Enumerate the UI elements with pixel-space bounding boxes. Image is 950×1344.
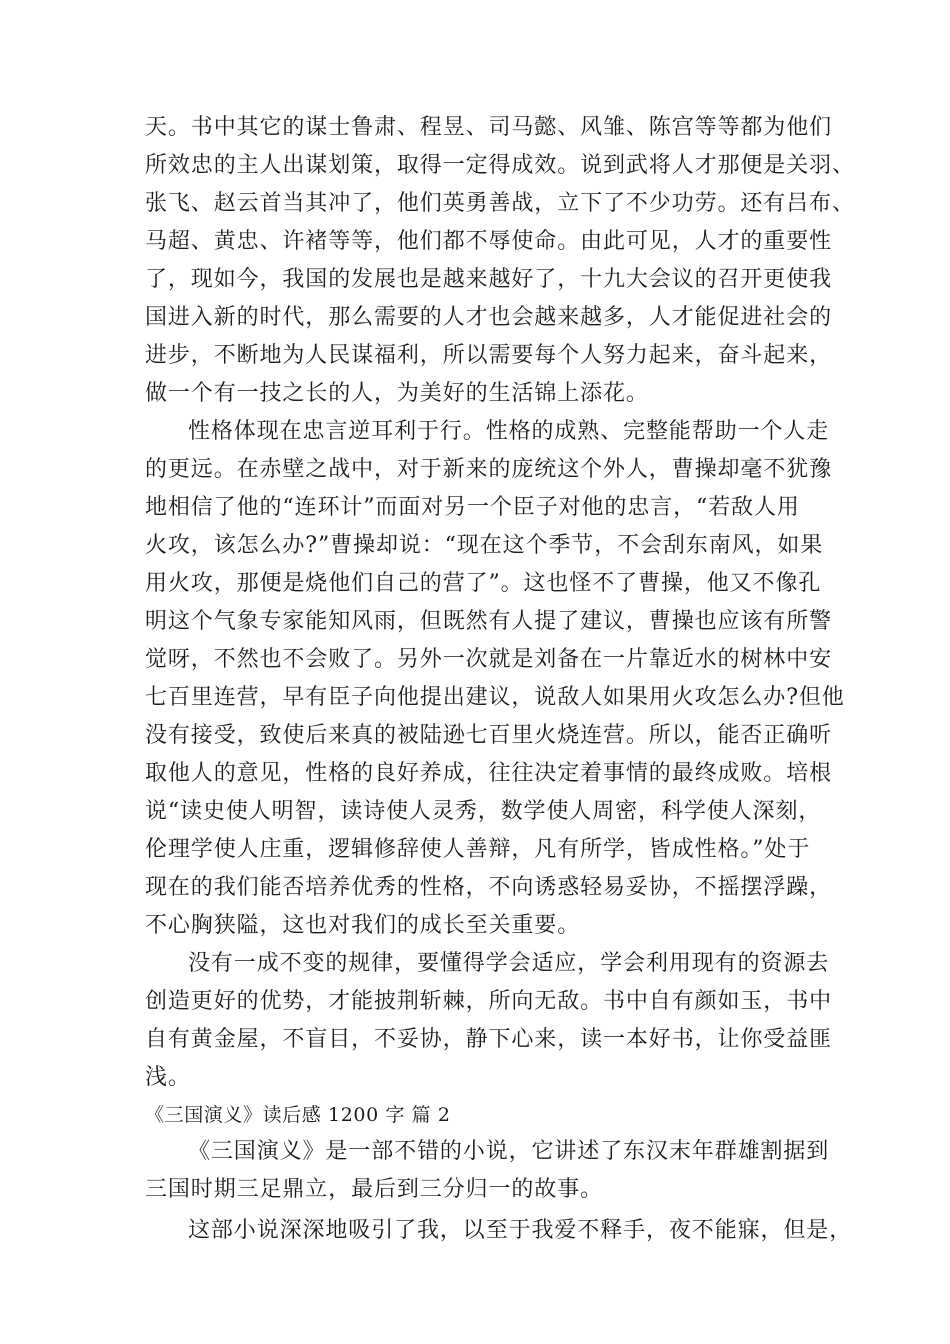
text-line: 自有黄金屋，不盲目，不妥协，静下心来，读一本好书，让你受益匪 <box>145 1027 833 1052</box>
text-line: 的更远。在赤壁之战中，对于新来的庞统这个外人，曹操却毫不犹豫 <box>145 457 833 482</box>
text-line: 伦理学使人庄重，逻辑修辞使人善辩，凡有所学，皆成性格。”处于 <box>145 837 811 862</box>
text-line: 张飞、赵云首当其冲了，他们英勇善战，立下了不少功劳。还有吕布、 <box>145 191 855 216</box>
text-line: 创造更好的优势，才能披荆斩棘，所向无敌。书中自有颜如玉，书中 <box>145 989 833 1014</box>
paragraph-start-line: 性格体现在忠言逆耳利于行。性格的成熟、完整能帮助一个人走 <box>188 419 830 444</box>
paragraph-start-line: 《三国演义》是一部不错的小说，它讲述了东汉末年群雄割据到 <box>188 1139 830 1164</box>
text-line: 地相信了他的“连环计”而面对另一个臣子对他的忠言，“若敌人用 <box>145 495 800 520</box>
text-line: 马超、黄忠、许褚等等，他们都不辱使命。由此可见，人才的重要性 <box>145 229 833 254</box>
text-line: 用火攻，那便是烧他们自己的营了”。这也怪不了曹操，他又不像孔 <box>145 571 822 596</box>
text-line: 天。书中其它的谋士鲁肃、程昱、司马懿、风雏、陈宫等等都为他们 <box>145 115 833 140</box>
text-line: 浅。 <box>145 1065 191 1090</box>
text-line: 没有接受，致使后来真的被陆逊七百里火烧连营。所以，能否正确听 <box>145 723 833 748</box>
text-line: 三国时期三足鼎立，最后到三分归一的故事。 <box>145 1177 604 1202</box>
text-line: 火攻，该怎么办?”曹操却说：“现在这个季节，不会刮东南风，如果 <box>145 533 824 558</box>
text-line: 做一个有一技之长的人，为美好的生活锦上添花。 <box>145 381 649 406</box>
paragraph-start-line: 这部小说深深地吸引了我，以至于我爱不释手，夜不能寐，但是， <box>188 1218 853 1243</box>
text-line: 现在的我们能否培养优秀的性格，不向诱惑轻易妥协，不摇摆浮躁， <box>145 875 833 900</box>
text-line: 说“读史使人明智，读诗使人灵秀，数学使人周密，科学使人深刻， <box>145 799 822 824</box>
paragraph-start-line: 没有一成不变的规律，要懂得学会适应，学会利用现有的资源去 <box>188 951 830 976</box>
text-line: 所效忠的主人出谋划策，取得一定得成效。说到武将人才那便是关羽、 <box>145 153 855 178</box>
text-line: 进步，不断地为人民谋福利，所以需要每个人努力起来，奋斗起来， <box>145 343 833 368</box>
text-line: 不心胸狭隘，这也对我们的成长至关重要。 <box>145 913 581 938</box>
section-heading: 《三国演义》读后感 1200 字 篇 2 <box>145 1104 451 1126</box>
text-line: 七百里连营，早有臣子向他提出建议，说敌人如果用火攻怎么办?但他 <box>145 685 845 710</box>
text-line: 了，现如今，我国的发展也是越来越好了，十九大会议的召开更使我 <box>145 267 833 292</box>
text-line: 明这个气象专家能知风雨，但既然有人提了建议，曹操也应该有所警 <box>145 609 833 634</box>
text-line: 国进入新的时代，那么需要的人才也会越来越多，人才能促进社会的 <box>145 305 833 330</box>
text-line: 取他人的意见，性格的良好养成，往往决定着事情的最终成败。培根 <box>145 761 833 786</box>
text-line: 觉呀，不然也不会败了。另外一次就是刘备在一片靠近水的树林中安 <box>145 647 833 672</box>
